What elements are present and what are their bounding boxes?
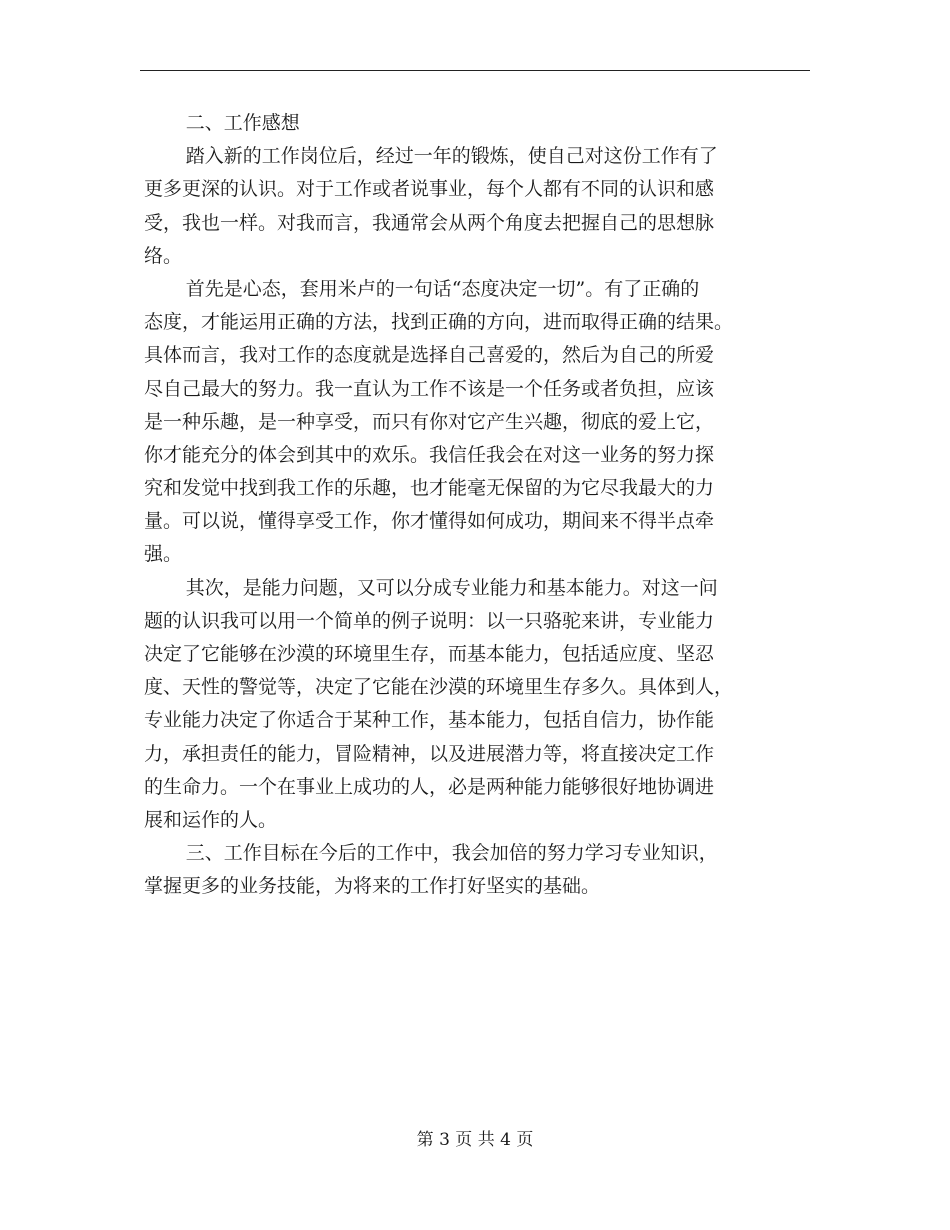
text-line: 决定了它能够在沙漠的环境里生存，而基本能力，包括适应度、坚忍 (144, 643, 715, 665)
text-line: 的生命力。一个在事业上成功的人，必是两种能力能够很好地协调进 (144, 775, 715, 798)
text-line: 是一种乐趣，是一种享受，而只有你对它产生兴趣，彻底的爱上它， (144, 410, 715, 433)
text-line: 专业能力决定了你适合于某种工作，基本能力，包括自信力，协作能 (144, 709, 715, 732)
text-line: 踏入新的工作岗位后，经过一年的锻炼，使自己对这份工作有了 (185, 145, 718, 168)
text-line: 更多更深的认识。对于工作或者说事业，每个人都有不同的认识和感 (144, 178, 715, 201)
text-line: 题的认识我可以用一个简单的例子说明：以一只骆驼来讲，专业能力 (144, 609, 715, 632)
document-body (144, 107, 808, 904)
text-line: 具体而言，我对工作的态度就是选择自己喜爱的，然后为自己的所爱 (144, 344, 715, 367)
page-number-footer: 第 3 页 共 4 页 (416, 1130, 534, 1150)
text-line: 尽自己最大的努力。我一直认为工作不该是一个任务或者负担，应该 (144, 377, 715, 400)
text-line: 络。 (144, 244, 183, 267)
header-rule (140, 70, 810, 71)
text-line: 其次，是能力问题，又可以分成专业能力和基本能力。对这一问 (185, 576, 718, 599)
text-line: 力，承担责任的能力，冒险精神，以及进展潜力等，将直接决定工作 (144, 742, 715, 765)
section-heading-work-thoughts: 二、工作感想 (185, 112, 300, 134)
text-line: 掌握更多的业务技能，为将来的工作打好坚实的基础。 (144, 875, 601, 898)
text-line: 度、天性的警觉等，决定了它能在沙漠的环境里生存多久。具体到人， (144, 676, 734, 699)
text-line: 展和运作的人。 (144, 808, 278, 831)
text-line: 受，我也一样。对我而言，我通常会从两个角度去把握自己的思想脉 (144, 211, 715, 234)
text-line: 究和发觉中找到我工作的乐趣，也才能毫无保留的为它尽我最大的力 (144, 477, 715, 500)
text-line: 你才能充分的体会到其中的欢乐。我信任我会在对这一业务的努力探 (144, 443, 715, 466)
text-line: 首先是心态，套用米卢的一句话“态度决定一切”。有了正确的 (185, 277, 700, 300)
section-heading-work-goals: 三、工作目标在今后的工作中，我会加倍的努力学习专业知识， (185, 842, 718, 865)
text-line: 强。 (144, 543, 183, 566)
text-line: 态度，才能运用正确的方法，找到正确的方向，进而取得正确的结果。 (144, 311, 734, 334)
text-line: 量。可以说，懂得享受工作，你才懂得如何成功，期间来不得半点牵 (144, 510, 715, 533)
